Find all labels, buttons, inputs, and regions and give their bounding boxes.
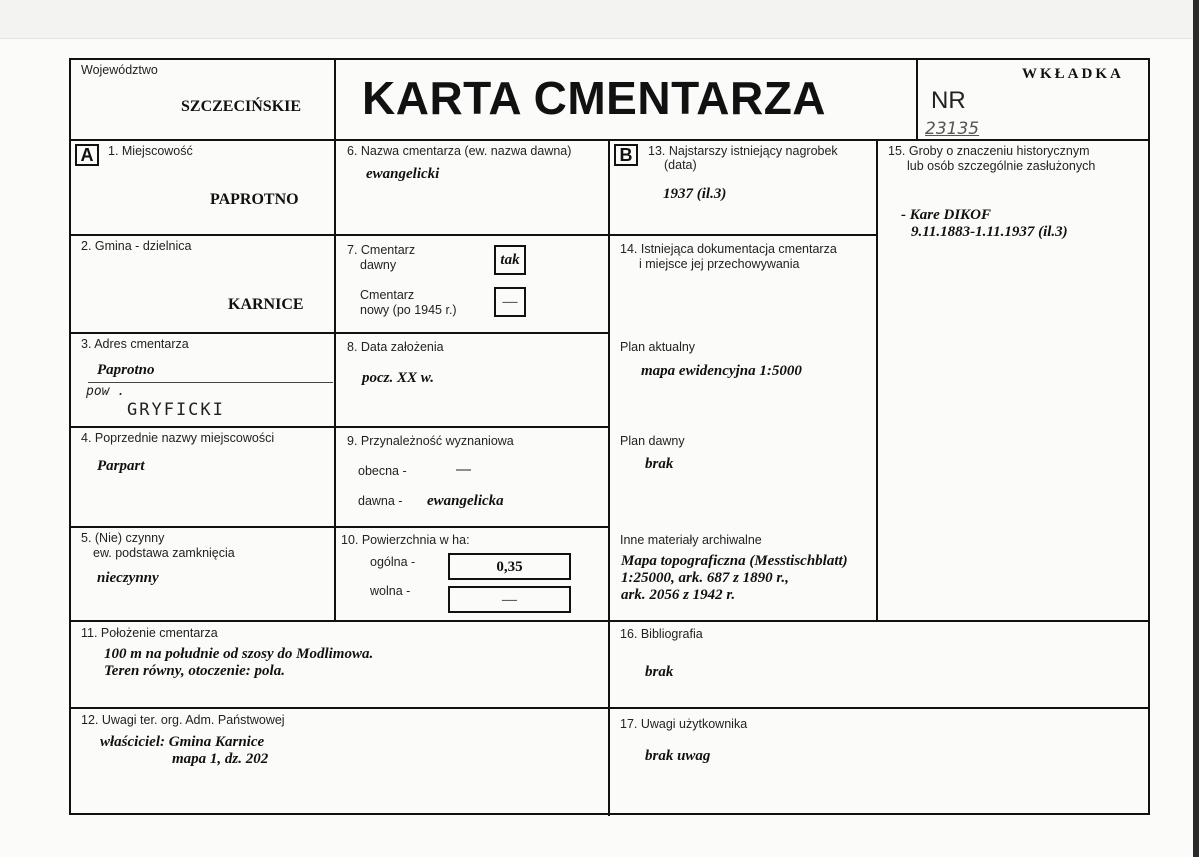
field-11-line-2: Teren równy, otoczenie: pola. xyxy=(104,663,285,679)
field-2-label: 2. Gmina - dzielnica xyxy=(81,239,192,253)
header-divider-left xyxy=(334,58,336,140)
field-2-value: KARNICE xyxy=(228,296,304,313)
field-10-wolna-label: wolna - xyxy=(370,584,411,598)
field-3-handwritten-value: GRYFICKI xyxy=(127,400,225,420)
field-8-label: 8. Data założenia xyxy=(347,340,444,354)
field-15-line-1: - Kare DIKOF xyxy=(901,207,992,223)
field-16-label: 16. Bibliografia xyxy=(620,627,703,641)
wkladka-label: WKŁADKA xyxy=(1022,66,1124,82)
field-14-plan-dawny-value: brak xyxy=(645,456,674,472)
field-13-label-2: (data) xyxy=(664,158,697,172)
field-3-value: Paprotno xyxy=(97,362,155,378)
field-17-value: brak uwag xyxy=(645,748,711,764)
field-12-line-1: właściciel: Gmina Karnice xyxy=(100,734,265,750)
field-3-handwritten-pow: pow . xyxy=(86,384,126,399)
field-9-label: 9. Przynależność wyznaniowa xyxy=(347,434,514,448)
row-line-11-16 xyxy=(69,707,1150,709)
section-b-marker: B xyxy=(614,144,638,166)
field-14-label-2: i miejsce jej przechowywania xyxy=(639,257,800,271)
field-15-label: 15. Groby o znaczeniu historycznym xyxy=(888,144,1090,158)
scan-right-edge xyxy=(1193,0,1199,857)
field-4-value: Parpart xyxy=(97,458,145,474)
row-line-b1 xyxy=(608,234,878,236)
field-1-value: PAPROTNO xyxy=(210,191,299,208)
field-17-label: 17. Uwagi użytkownika xyxy=(620,717,748,731)
section-a-marker: A xyxy=(75,144,99,166)
field-7-nowy-label-2: nowy (po 1945 r.) xyxy=(360,303,457,317)
field-1-label: 1. Miejscowość xyxy=(108,144,193,158)
field-7-nowy-label: Cmentarz xyxy=(360,288,415,302)
field-4-label: 4. Poprzednie nazwy miejscowości xyxy=(81,431,275,445)
field-10-wolna-box: — xyxy=(448,586,571,613)
col-divider-3 xyxy=(876,139,878,621)
field-12-label: 12. Uwagi ter. org. Adm. Państwowej xyxy=(81,713,285,727)
field-5-value: nieczynny xyxy=(97,570,159,586)
nr-handwritten-value: 23135 xyxy=(925,119,980,139)
field-14-plan-aktualny-label: Plan aktualny xyxy=(620,340,696,354)
field-6-label: 6. Nazwa cmentarza (ew. nazwa dawna) xyxy=(347,144,572,158)
field-3-label: 3. Adres cmentarza xyxy=(81,337,189,351)
field-14-plan-aktualny-value: mapa ewidencyjna 1:5000 xyxy=(641,363,802,379)
field-14-plan-dawny-label: Plan dawny xyxy=(620,434,685,448)
field-10-ogolna-label: ogólna - xyxy=(370,555,416,569)
field-9-obecna-value: — xyxy=(456,461,471,478)
field-8-value: pocz. XX w. xyxy=(362,370,434,386)
row-line-a4 xyxy=(69,526,610,528)
field-10-label: 10. Powierzchnia w ha: xyxy=(341,533,470,547)
field-14-label: 14. Istniejąca dokumentacja cmentarza xyxy=(620,242,837,256)
page-title: KARTA CMENTARZA xyxy=(362,72,827,124)
field-5-label: 5. (Nie) czynny xyxy=(81,531,165,545)
field-14-inne-label: Inne materiały archiwalne xyxy=(620,533,762,547)
field-5-label-2: ew. podstawa zamknięcia xyxy=(93,546,235,560)
field-6-value: ewangelicki xyxy=(366,166,440,182)
field-11-line-1: 100 m na południe od szosy do Modlimowa. xyxy=(104,646,374,662)
field-15-label-2: lub osób szczególnie zasłużonych xyxy=(907,159,1096,173)
field-12-line-2: mapa 1, dz. 202 xyxy=(172,751,269,767)
field-13-value: 1937 (il.3) xyxy=(663,186,727,202)
col-divider-1 xyxy=(334,139,336,621)
field-15-line-2: 9.11.1883-1.11.1937 (il.3) xyxy=(911,224,1068,240)
col-divider-2 xyxy=(608,139,610,816)
row-line-a2 xyxy=(69,332,610,334)
row-line-a3 xyxy=(69,426,610,428)
field-7-dawny-box: tak xyxy=(494,245,526,275)
field-9-obecna-label: obecna - xyxy=(358,464,407,478)
field-13-label: 13. Najstarszy istniejący nagrobek xyxy=(648,144,838,158)
field-9-dawna-value: ewangelicka xyxy=(427,493,504,509)
field-9-dawna-label: dawna - xyxy=(358,494,403,508)
field-7-label: 7. Cmentarz xyxy=(347,243,416,257)
field-11-label: 11. Położenie cmentarza xyxy=(81,626,218,640)
field-7-label-2: dawny xyxy=(360,258,397,272)
row-line-a1 xyxy=(69,234,610,236)
field-14-inne-line-3: ark. 2056 z 1942 r. xyxy=(621,587,736,603)
wojewodztwo-label: Województwo xyxy=(81,63,158,77)
field-14-inne-line-2: 1:25000, ark. 687 z 1890 r., xyxy=(621,570,789,586)
field-7-nowy-box: — xyxy=(494,287,526,317)
scan-top-strip xyxy=(0,0,1199,39)
field-3-underline xyxy=(88,382,333,383)
nr-label: NR xyxy=(931,87,966,114)
field-16-value: brak xyxy=(645,664,674,680)
field-14-inne-line-1: Mapa topograficzna (Messtischblatt) xyxy=(621,553,848,569)
header-divider-right xyxy=(916,58,918,140)
field-10-ogolna-box: 0,35 xyxy=(448,553,571,580)
row-line-main xyxy=(69,620,1150,622)
wojewodztwo-value: SZCZECIŃSKIE xyxy=(181,98,302,115)
